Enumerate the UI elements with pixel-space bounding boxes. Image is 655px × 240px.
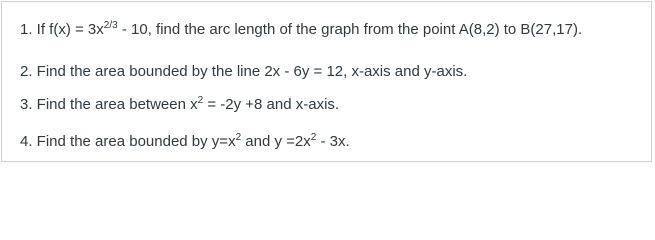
problem-2-text: 2. Find the area bounded by the line 2x - 6y = 12, x-axis and y-axis.: [20, 63, 468, 80]
problem-4-text-c: - 3x.: [316, 133, 350, 150]
problem-4: [20, 133, 350, 151]
problem-4-text-b: and y =2x: [241, 133, 311, 150]
problem-3-exponent: 2: [197, 95, 204, 106]
problem-2: [20, 63, 467, 81]
question-box: [1, 1, 652, 162]
problem-4-exponent-2: 2: [310, 132, 317, 143]
problem-1: [20, 21, 582, 39]
problem-3-text-b: = -2y +8 and x-axis.: [203, 96, 340, 113]
problem-3-text-a: 3. Find the area between x: [20, 96, 198, 113]
problem-1-text-b: - 10, find the arc length of the graph from the point A(8,2) to B(27,17).: [117, 21, 583, 38]
problem-3: [20, 96, 339, 114]
problem-4-exponent-1: 2: [235, 132, 242, 143]
problem-1-text-a: 1. If f(x) = 3x: [20, 21, 104, 38]
problem-1-exponent: 2/3: [103, 20, 118, 31]
problem-4-text-a: 4. Find the area bounded by y=x: [20, 133, 236, 150]
